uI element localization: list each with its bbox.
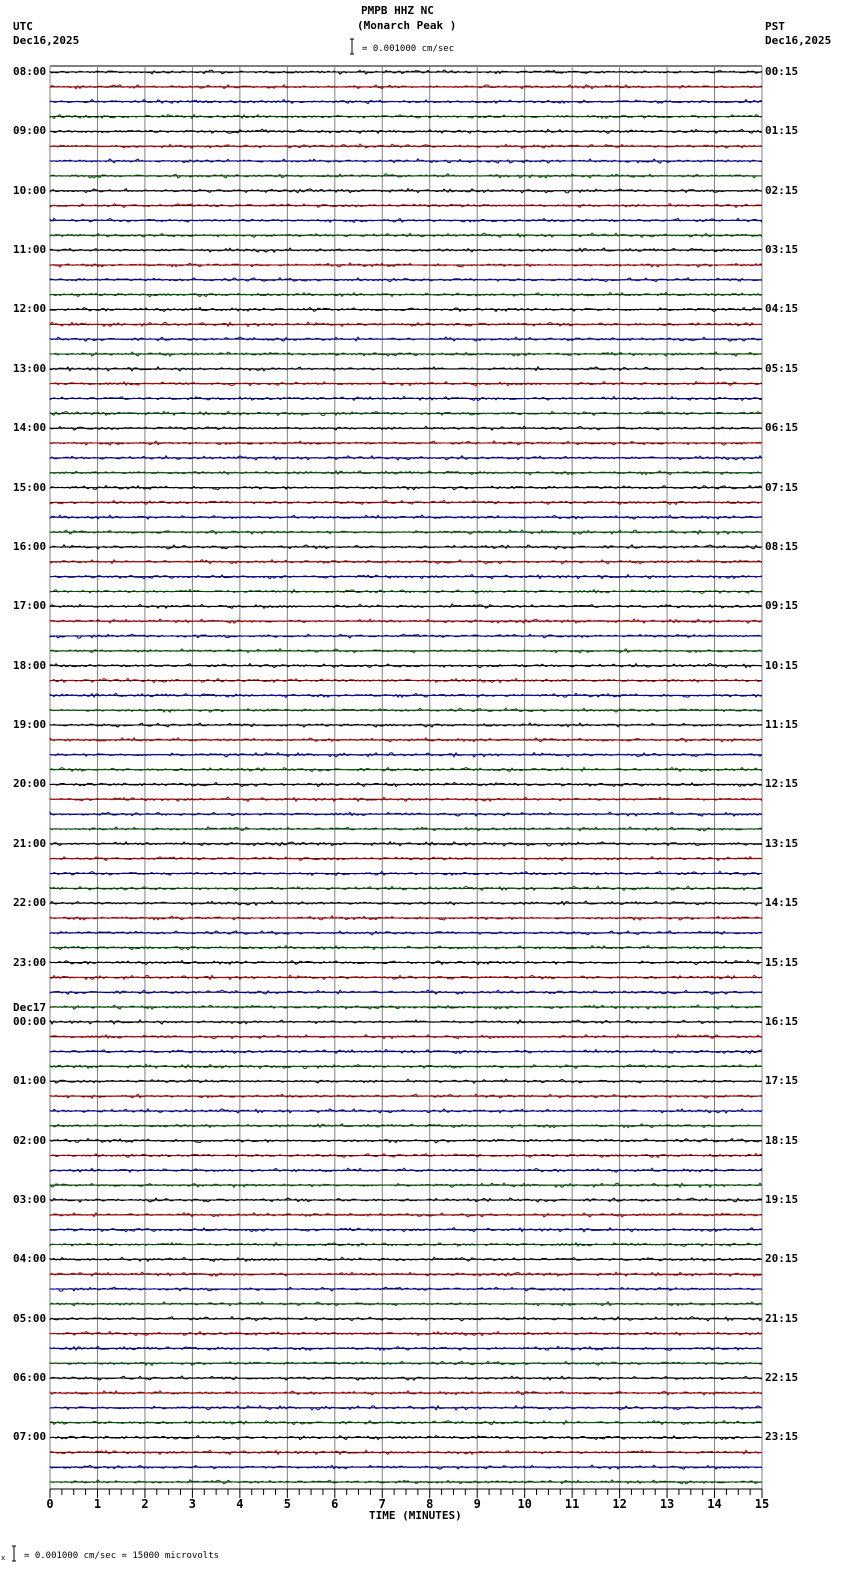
utc-hour-label: 15:00 — [13, 480, 47, 494]
utc-hour-label: 16:00 — [13, 539, 47, 553]
x-axis-label: TIME (MINUTES) — [369, 1509, 462, 1522]
x-tick-label: 12 — [612, 1497, 627, 1511]
utc-hour-label: 22:00 — [13, 896, 47, 910]
x-tick-label: 0 — [46, 1497, 54, 1511]
pst-hour-label: 11:15 — [765, 718, 799, 732]
x-tick-label: 7 — [378, 1497, 386, 1511]
utc-hour-label: 07:00 — [13, 1430, 47, 1444]
right-date: Dec16,2025 — [765, 34, 832, 47]
x-tick-label: 4 — [236, 1497, 244, 1511]
utc-hour-label: 12:00 — [13, 302, 47, 316]
x-tick-label: 14 — [707, 1497, 722, 1511]
pst-hour-label: 12:15 — [765, 777, 799, 791]
utc-hour-label: 09:00 — [13, 124, 47, 138]
pst-hour-label: 23:15 — [765, 1430, 799, 1444]
utc-hour-label: 18:00 — [13, 658, 47, 672]
footer-prefix: x — [1, 1554, 6, 1562]
pst-hour-label: 21:15 — [765, 1311, 799, 1325]
utc-hour-label: 13:00 — [13, 361, 47, 375]
right-timezone: PST — [765, 20, 785, 33]
station-location: (Monarch Peak ) — [357, 19, 457, 32]
x-tick-label: 1 — [93, 1497, 102, 1511]
pst-hour-label: 20:15 — [765, 1252, 799, 1266]
utc-hour-label: 06:00 — [13, 1371, 47, 1385]
pst-hour-label: 04:15 — [765, 302, 799, 316]
pst-hour-label: 15:15 — [765, 955, 799, 969]
pst-hour-label: 18:15 — [765, 1133, 799, 1147]
x-tick-label: 2 — [141, 1497, 149, 1511]
pst-hour-label: 10:15 — [765, 658, 799, 672]
utc-hour-label: 23:00 — [13, 955, 47, 969]
utc-hour-label: 02:00 — [13, 1133, 47, 1147]
left-date: Dec16,2025 — [13, 34, 80, 47]
pst-hour-label: 13:15 — [765, 836, 799, 850]
pst-hour-label: 19:15 — [765, 1193, 799, 1206]
pst-hour-label: 22:15 — [765, 1371, 799, 1385]
x-tick-label: 8 — [426, 1497, 434, 1511]
x-tick-label: 15 — [754, 1497, 770, 1511]
left-timezone: UTC — [13, 20, 33, 33]
utc-hour-label: 04:00 — [13, 1252, 47, 1266]
x-tick-label: 3 — [188, 1497, 197, 1511]
pst-hour-label: 05:15 — [765, 361, 799, 375]
x-tick-label: 13 — [659, 1497, 675, 1511]
x-tick-label: 9 — [473, 1497, 481, 1511]
x-tick-label: 11 — [564, 1497, 580, 1511]
utc-hour-label: 11:00 — [13, 243, 47, 257]
pst-hour-label: 03:15 — [765, 243, 799, 257]
pst-hour-label: 09:15 — [765, 599, 799, 613]
pst-hour-label: 17:15 — [765, 1074, 799, 1088]
utc-hour-label: 08:00 — [13, 65, 47, 78]
utc-hour-label: 10:00 — [13, 183, 47, 197]
station-title: PMPB HHZ NC — [361, 4, 434, 17]
pst-hour-label: 14:15 — [765, 896, 799, 910]
footer-scale-label: = 0.001000 cm/sec = 15000 microvolts — [24, 1551, 220, 1561]
utc-hour-label: 20:00 — [13, 777, 47, 791]
utc-date-change-label: Dec17 — [13, 1000, 47, 1014]
utc-hour-label: 00:00 — [13, 1014, 47, 1028]
utc-hour-label: 19:00 — [13, 718, 47, 732]
utc-hour-label: 17:00 — [13, 599, 47, 613]
pst-hour-label: 07:15 — [765, 480, 799, 494]
pst-hour-label: 08:15 — [765, 539, 799, 553]
pst-hour-label: 02:15 — [765, 183, 799, 197]
utc-hour-label: 03:00 — [13, 1193, 47, 1206]
utc-hour-label: 05:00 — [13, 1311, 47, 1325]
x-tick-label: 10 — [517, 1497, 532, 1511]
utc-hour-label: 21:00 — [13, 836, 47, 850]
pst-hour-label: 06:15 — [765, 421, 799, 435]
utc-hour-label: 14:00 — [13, 421, 47, 435]
scale-label: = 0.001000 cm/sec — [362, 44, 455, 54]
pst-hour-label: 01:15 — [765, 124, 799, 138]
utc-hour-label: 01:00 — [13, 1074, 47, 1088]
x-tick-label: 5 — [283, 1497, 291, 1511]
pst-hour-label: 00:15 — [765, 65, 799, 78]
pst-hour-label: 16:15 — [765, 1014, 799, 1028]
x-tick-label: 6 — [331, 1497, 339, 1511]
